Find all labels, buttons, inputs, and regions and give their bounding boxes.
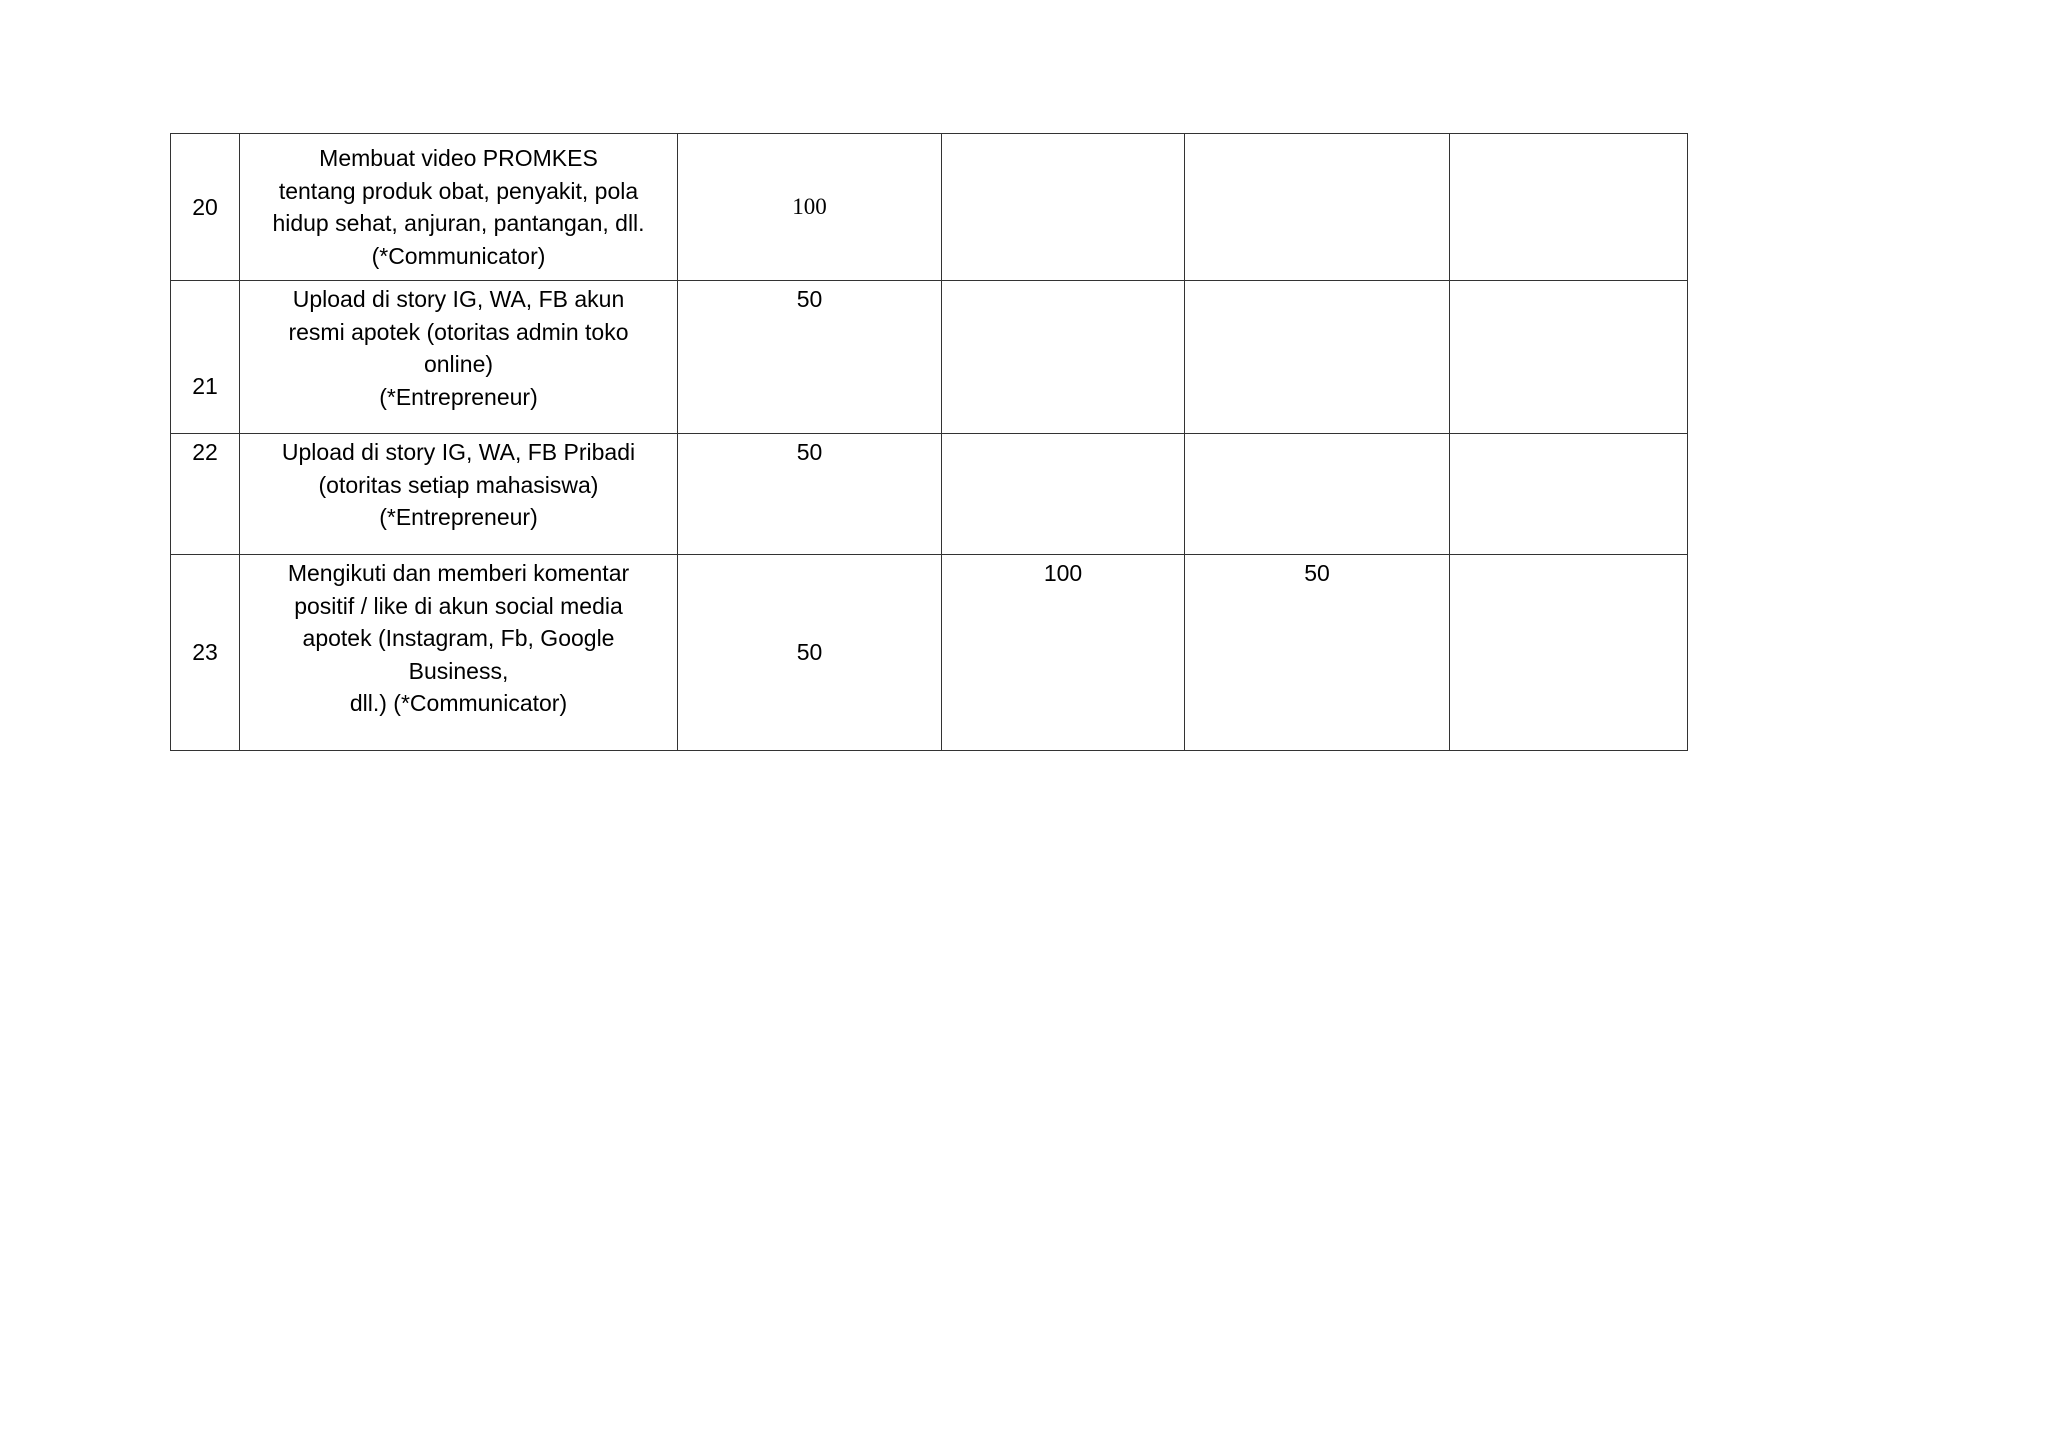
activity-line: Mengikuti dan memberi komentar [287, 560, 630, 586]
activity-line: (*Entrepreneur) [379, 504, 538, 530]
score-cell-1: 100 [678, 134, 942, 281]
activity-line: (otoritas setiap mahasiswa) [318, 471, 599, 498]
activity-score-table [170, 133, 1688, 751]
score-cell-2 [942, 134, 1185, 281]
activity-line: Upload di story IG, WA, FB Pribadi [281, 439, 636, 465]
activity-line: apotek (Instagram, Fb, Google [302, 625, 615, 651]
score-cell-4 [1450, 434, 1688, 555]
table-row [171, 434, 1688, 555]
row-number-cell: 21 [171, 281, 240, 434]
score-cell-3 [1185, 134, 1450, 281]
activity-cell [240, 134, 678, 281]
score-cell-1: 50 [678, 281, 942, 434]
table-row [171, 555, 1688, 751]
activity-line: online) [423, 351, 494, 377]
activity-line: dll.) (*Communicator) [349, 690, 568, 716]
activity-line: Upload di story IG, WA, FB akun [292, 286, 625, 312]
score-cell-4 [1450, 555, 1688, 751]
table-row [171, 134, 1688, 281]
activity-line: (*Communicator) [371, 242, 546, 269]
row-number-cell: 22 [171, 434, 240, 555]
score-cell-1: 50 [678, 434, 942, 555]
activity-cell [240, 281, 678, 434]
score-cell-4 [1450, 134, 1688, 281]
score-cell-3: 50 [1185, 555, 1450, 751]
activity-line: resmi apotek (otoritas admin toko [288, 318, 629, 345]
activity-line: Business, [408, 657, 509, 684]
activity-cell [240, 555, 678, 751]
score-cell-2: 100 [942, 555, 1185, 751]
activity-line: positif / like di akun social media [294, 592, 623, 619]
row-number-cell: 20 [171, 134, 240, 281]
score-cell-4 [1450, 281, 1688, 434]
score-cell-3 [1185, 434, 1450, 555]
score-cell-1: 50 [678, 555, 942, 751]
activity-line: hidup sehat, anjuran, pantangan, dll. [272, 210, 645, 236]
activity-line: Membuat video PROMKES [319, 145, 598, 171]
activity-line: (*Entrepreneur) [379, 383, 538, 410]
row-number-cell: 23 [171, 555, 240, 751]
table-row [171, 281, 1688, 434]
activity-line: tentang produk obat, penyakit, pola [278, 177, 639, 204]
score-cell-3 [1185, 281, 1450, 434]
activity-cell [240, 434, 678, 555]
score-cell-2 [942, 434, 1185, 555]
score-cell-2 [942, 281, 1185, 434]
